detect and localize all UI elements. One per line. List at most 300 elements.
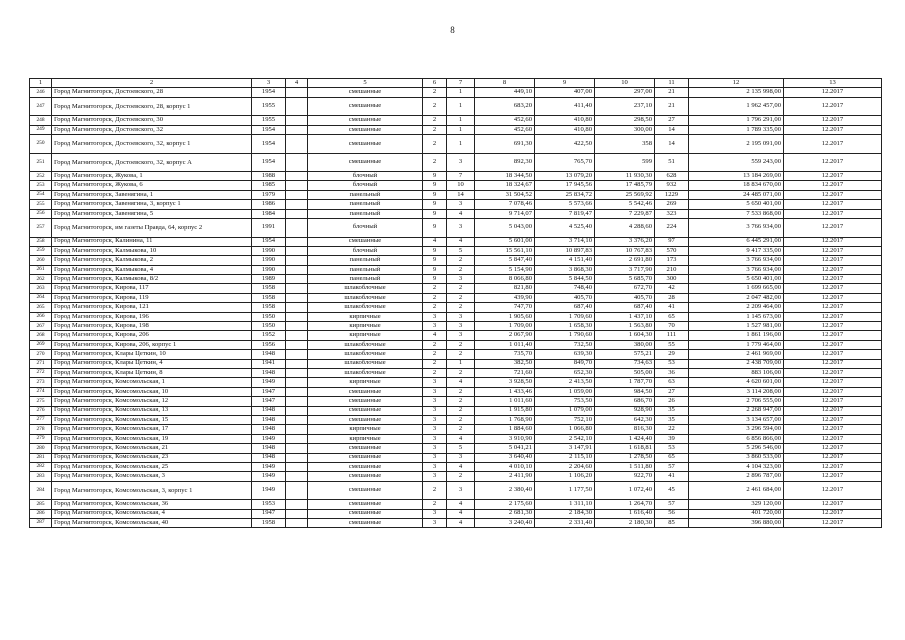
table-cell bbox=[286, 200, 308, 209]
table-cell bbox=[286, 387, 308, 396]
table-cell: 285 bbox=[30, 500, 52, 509]
table-cell: смешанные bbox=[308, 462, 423, 471]
table-cell: 267 bbox=[30, 322, 52, 331]
table-cell: 1984 bbox=[252, 209, 286, 218]
table-cell: 224 bbox=[655, 219, 689, 238]
table-cell: 1953 bbox=[252, 500, 286, 509]
header-cell: 2 bbox=[52, 79, 252, 88]
table-row bbox=[30, 135, 882, 154]
table-cell: 5 542,46 bbox=[595, 200, 655, 209]
table-cell: 2 bbox=[423, 481, 447, 500]
table-cell: 57 bbox=[655, 500, 689, 509]
table-cell: кирпичные bbox=[308, 378, 423, 387]
table-cell: 63 bbox=[655, 378, 689, 387]
address-cell: Город Магнитогорск, Комсомольская, 25 bbox=[52, 462, 252, 471]
table-row bbox=[30, 518, 882, 527]
table-cell: 210 bbox=[655, 265, 689, 274]
table-cell: шлакоблочные bbox=[308, 350, 423, 359]
table-cell bbox=[286, 378, 308, 387]
table-cell: 286 bbox=[30, 509, 52, 518]
table-row bbox=[30, 387, 882, 396]
table-cell: 1 bbox=[447, 88, 475, 97]
table-cell: шлакоблочные bbox=[308, 359, 423, 368]
table-cell: 5 601,00 bbox=[475, 237, 535, 246]
table-row bbox=[30, 265, 882, 274]
table-cell: 2 135 998,00 bbox=[689, 88, 784, 97]
table-cell: 18 834 670,00 bbox=[689, 181, 784, 190]
table-cell: 281 bbox=[30, 453, 52, 462]
table-cell: 410,80 bbox=[535, 116, 595, 125]
table-cell: 1949 bbox=[252, 378, 286, 387]
table-cell: 3 868,30 bbox=[535, 265, 595, 274]
table-cell: 273 bbox=[30, 378, 52, 387]
table-cell: кирпичные bbox=[308, 425, 423, 434]
address-cell: Город Магнитогорск, Калмыкова, 4 bbox=[52, 265, 252, 274]
table-cell: 753,50 bbox=[535, 397, 595, 406]
table-cell bbox=[286, 97, 308, 116]
table-cell: 1947 bbox=[252, 509, 286, 518]
table-cell: 3 bbox=[447, 453, 475, 462]
address-cell: Город Магнитогорск, Калмыкова, 2 bbox=[52, 256, 252, 265]
table-cell: 4 bbox=[447, 518, 475, 527]
table-cell: 449,10 bbox=[475, 88, 535, 97]
table-cell: 14 bbox=[447, 190, 475, 199]
table-row bbox=[30, 462, 882, 471]
table-cell: блочный bbox=[308, 172, 423, 181]
table-cell: 31 504,52 bbox=[475, 190, 535, 199]
table-cell bbox=[286, 284, 308, 293]
table-cell: 1985 bbox=[252, 181, 286, 190]
table-row bbox=[30, 190, 882, 199]
table-cell: 1 011,40 bbox=[475, 340, 535, 349]
address-cell: Город Магнитогорск, Достоевского, 30 bbox=[52, 116, 252, 125]
table-cell: 1948 bbox=[252, 444, 286, 453]
table-cell: 1954 bbox=[252, 125, 286, 134]
table-cell: 255 bbox=[30, 200, 52, 209]
table-cell: 4 bbox=[447, 462, 475, 471]
table-cell: 3 bbox=[423, 434, 447, 443]
table-cell: 2 691,80 bbox=[595, 256, 655, 265]
table-cell: 1950 bbox=[252, 322, 286, 331]
table-cell: 3 928,50 bbox=[475, 378, 535, 387]
table-cell bbox=[286, 509, 308, 518]
table-cell: 892,30 bbox=[475, 153, 535, 172]
table-cell: 2 542,10 bbox=[535, 434, 595, 443]
table-cell: шлакоблочные bbox=[308, 303, 423, 312]
table-cell bbox=[286, 237, 308, 246]
table-cell: 282 bbox=[30, 462, 52, 471]
table-cell: 1947 bbox=[252, 387, 286, 396]
table-cell: панельный bbox=[308, 200, 423, 209]
table-cell: 15 561,10 bbox=[475, 246, 535, 255]
address-cell: Город Магнитогорск, Комсомольская, 23 bbox=[52, 453, 252, 462]
header-cell: 10 bbox=[595, 79, 655, 88]
table-cell: 12.2017 bbox=[784, 275, 882, 284]
table-row bbox=[30, 237, 882, 246]
table-cell: 250 bbox=[30, 135, 52, 154]
table-cell: 1 699 665,00 bbox=[689, 284, 784, 293]
table-cell: 12.2017 bbox=[784, 200, 882, 209]
table-cell bbox=[286, 462, 308, 471]
table-cell: 12.2017 bbox=[784, 172, 882, 181]
table-cell: 18 344,50 bbox=[475, 172, 535, 181]
table-cell: 5 685,70 bbox=[595, 275, 655, 284]
table-cell: 4 151,40 bbox=[535, 256, 595, 265]
table-cell: 1979 bbox=[252, 190, 286, 199]
table-cell: 2 380,40 bbox=[475, 481, 535, 500]
table-cell: 12.2017 bbox=[784, 190, 882, 199]
table-cell: смешанные bbox=[308, 444, 423, 453]
table-cell: 2 896 787,00 bbox=[689, 472, 784, 481]
table-cell: 3 766 934,00 bbox=[689, 265, 784, 274]
table-cell: 3 bbox=[423, 322, 447, 331]
table-cell: 270 bbox=[30, 350, 52, 359]
table-cell: 4 288,60 bbox=[595, 219, 655, 238]
table-cell: смешанные bbox=[308, 153, 423, 172]
table-cell: 652,30 bbox=[535, 368, 595, 377]
header-cell: 9 bbox=[535, 79, 595, 88]
table-cell: 300,00 bbox=[595, 125, 655, 134]
table-row bbox=[30, 368, 882, 377]
table-cell: 12.2017 bbox=[784, 387, 882, 396]
table-cell bbox=[286, 190, 308, 199]
table-cell: 3 240,40 bbox=[475, 518, 535, 527]
table-cell: 280 bbox=[30, 444, 52, 453]
table-cell: 26 bbox=[655, 397, 689, 406]
table-cell: 287 bbox=[30, 518, 52, 527]
table-row bbox=[30, 219, 882, 238]
table-cell: 266 bbox=[30, 312, 52, 321]
table-cell: 1986 bbox=[252, 200, 286, 209]
table-cell: 1 658,30 bbox=[535, 322, 595, 331]
table-cell: 396 880,00 bbox=[689, 518, 784, 527]
table-cell: 3 bbox=[447, 153, 475, 172]
table-cell: 53 bbox=[655, 359, 689, 368]
table-cell: 2 bbox=[447, 397, 475, 406]
header-cell: 7 bbox=[447, 79, 475, 88]
table-cell: 36 bbox=[655, 368, 689, 377]
table-cell: 3 bbox=[423, 518, 447, 527]
table-cell: 12.2017 bbox=[784, 425, 882, 434]
table-cell: 3 714,10 bbox=[535, 237, 595, 246]
table-cell: 9 bbox=[423, 200, 447, 209]
table-cell: 984,50 bbox=[595, 387, 655, 396]
table-cell: 505,00 bbox=[595, 368, 655, 377]
table-cell: 686,70 bbox=[595, 397, 655, 406]
table-cell: 1 433,46 bbox=[475, 387, 535, 396]
table-cell: 2 180,30 bbox=[595, 518, 655, 527]
table-cell: 12.2017 bbox=[784, 434, 882, 443]
table-row bbox=[30, 116, 882, 125]
table-cell: 6 445 291,00 bbox=[689, 237, 784, 246]
table-cell: 261 bbox=[30, 265, 52, 274]
table-cell: 380,00 bbox=[595, 340, 655, 349]
table-cell: 2 bbox=[447, 303, 475, 312]
table-cell: 254 bbox=[30, 190, 52, 199]
table-cell: 570 bbox=[655, 246, 689, 255]
table-cell: 2 bbox=[423, 125, 447, 134]
header-cell: 8 bbox=[475, 79, 535, 88]
table-cell: 28 bbox=[655, 293, 689, 302]
table-row bbox=[30, 200, 882, 209]
table-cell: 1941 bbox=[252, 359, 286, 368]
table-cell: 12.2017 bbox=[784, 509, 882, 518]
table-cell: 358 bbox=[595, 135, 655, 154]
table-cell: 1 066,80 bbox=[535, 425, 595, 434]
table-cell: 265 bbox=[30, 303, 52, 312]
table-cell: 10 bbox=[447, 181, 475, 190]
table-cell: 1948 bbox=[252, 453, 286, 462]
table-cell: 14 bbox=[655, 135, 689, 154]
table-cell: 249 bbox=[30, 125, 52, 134]
table-cell: 9 bbox=[423, 181, 447, 190]
table-cell: 3 bbox=[423, 378, 447, 387]
table-row bbox=[30, 453, 882, 462]
table-cell: 41 bbox=[655, 472, 689, 481]
table-cell: 1 424,40 bbox=[595, 434, 655, 443]
table-cell: 3 bbox=[447, 200, 475, 209]
address-cell: Город Магнитогорск, Комсомольская, 15 bbox=[52, 415, 252, 424]
table-cell: 27 bbox=[655, 116, 689, 125]
table-cell bbox=[286, 453, 308, 462]
table-row bbox=[30, 246, 882, 255]
table-cell: 628 bbox=[655, 172, 689, 181]
table-cell: 672,70 bbox=[595, 284, 655, 293]
table-cell: 5 573,66 bbox=[535, 200, 595, 209]
table-cell: 9 bbox=[423, 246, 447, 255]
table-cell: смешанные bbox=[308, 453, 423, 462]
table-cell: 9 bbox=[423, 209, 447, 218]
table-cell: 3 147,91 bbox=[535, 444, 595, 453]
table-cell: 9 bbox=[423, 265, 447, 274]
address-cell: Город Магнитогорск, Кирова, 206, корпус 1 bbox=[52, 340, 252, 349]
table-cell: 276 bbox=[30, 406, 52, 415]
table-cell: смешанные bbox=[308, 97, 423, 116]
table-cell: 1948 bbox=[252, 415, 286, 424]
address-cell: Город Магнитогорск, Комсомольская, 13 bbox=[52, 406, 252, 415]
table-cell: 1 bbox=[447, 359, 475, 368]
table-cell: блочный bbox=[308, 181, 423, 190]
table-cell: 559 243,00 bbox=[689, 153, 784, 172]
table-cell: 5 bbox=[447, 246, 475, 255]
table-cell: 251 bbox=[30, 153, 52, 172]
table-cell bbox=[286, 444, 308, 453]
table-cell: 57 bbox=[655, 462, 689, 471]
table-cell: 27 bbox=[655, 387, 689, 396]
table-cell: 284 bbox=[30, 481, 52, 500]
address-cell: Город Магнитогорск, Завенягина, 5 bbox=[52, 209, 252, 218]
table-row bbox=[30, 340, 882, 349]
address-cell: Город Магнитогорск, Кирова, 121 bbox=[52, 303, 252, 312]
table-cell: смешанные bbox=[308, 387, 423, 396]
table-cell: 5 844,50 bbox=[535, 275, 595, 284]
table-cell: 439,90 bbox=[475, 293, 535, 302]
table-cell: 12.2017 bbox=[784, 209, 882, 218]
table-cell: 12.2017 bbox=[784, 444, 882, 453]
table-cell bbox=[286, 472, 308, 481]
address-cell: Город Магнитогорск, Достоевского, 28 bbox=[52, 88, 252, 97]
table-cell bbox=[286, 153, 308, 172]
table-cell bbox=[286, 350, 308, 359]
table-cell: 5 650 401,00 bbox=[689, 275, 784, 284]
table-cell: 2 bbox=[423, 368, 447, 377]
address-cell: Город Магнитогорск, Комсомольская, 19 bbox=[52, 434, 252, 443]
table-cell: 7 819,47 bbox=[535, 209, 595, 218]
table-cell: 2 184,30 bbox=[535, 509, 595, 518]
table-cell: 35 bbox=[655, 415, 689, 424]
table-cell bbox=[286, 219, 308, 238]
table-cell: 256 bbox=[30, 209, 52, 218]
table-cell: панельный bbox=[308, 209, 423, 218]
table-cell: смешанные bbox=[308, 135, 423, 154]
table-cell: 329 120,00 bbox=[689, 500, 784, 509]
table-cell: 17 945,56 bbox=[535, 181, 595, 190]
table-cell: 599 bbox=[595, 153, 655, 172]
table-cell: 12.2017 bbox=[784, 368, 882, 377]
table-cell: шлакоблочные bbox=[308, 368, 423, 377]
table-cell: 25 834,72 bbox=[535, 190, 595, 199]
table-cell: 4 bbox=[447, 500, 475, 509]
table-cell: кирпичные bbox=[308, 312, 423, 321]
table-cell: 173 bbox=[655, 256, 689, 265]
table-cell: 260 bbox=[30, 256, 52, 265]
table-row bbox=[30, 88, 882, 97]
table-cell: 2 bbox=[423, 293, 447, 302]
table-cell: 9 417 335,00 bbox=[689, 246, 784, 255]
table-cell: 2 bbox=[423, 340, 447, 349]
table-cell: 2 bbox=[447, 415, 475, 424]
table-cell: 12.2017 bbox=[784, 237, 882, 246]
table-cell: 12.2017 bbox=[784, 256, 882, 265]
table-cell: 2 706 555,00 bbox=[689, 397, 784, 406]
table-cell: 2 bbox=[423, 135, 447, 154]
table-cell: 12.2017 bbox=[784, 153, 882, 172]
table-cell: 248 bbox=[30, 116, 52, 125]
table-cell: 12.2017 bbox=[784, 116, 882, 125]
address-cell: Город Магнитогорск, Жукова, 1 bbox=[52, 172, 252, 181]
table-cell: 298,50 bbox=[595, 116, 655, 125]
table-cell: 1 787,70 bbox=[595, 378, 655, 387]
table-cell bbox=[286, 322, 308, 331]
table-cell: смешанные bbox=[308, 509, 423, 518]
address-cell: Город Магнитогорск, Комсомольская, 40 bbox=[52, 518, 252, 527]
table-cell: 1949 bbox=[252, 462, 286, 471]
table-cell: 1954 bbox=[252, 135, 286, 154]
table-cell: смешанные bbox=[308, 116, 423, 125]
table-cell: 3 bbox=[423, 312, 447, 321]
table-cell: 9 714,07 bbox=[475, 209, 535, 218]
table-cell: 4 620 601,00 bbox=[689, 378, 784, 387]
address-cell: Город Магнитогорск, Клары Цеткин, 4 bbox=[52, 359, 252, 368]
table-row bbox=[30, 322, 882, 331]
page-number: 8 bbox=[450, 25, 455, 35]
table-cell: 1 bbox=[447, 97, 475, 116]
table-cell: 3 376,20 bbox=[595, 237, 655, 246]
table-cell bbox=[286, 425, 308, 434]
table-cell: 3 bbox=[423, 444, 447, 453]
table-cell: 3 114 208,00 bbox=[689, 387, 784, 396]
table-cell: 1 563,80 bbox=[595, 322, 655, 331]
table-cell: 5 041,21 bbox=[475, 444, 535, 453]
table-cell bbox=[286, 88, 308, 97]
table-cell: 65 bbox=[655, 453, 689, 462]
table-cell: 1954 bbox=[252, 153, 286, 172]
table-cell: 257 bbox=[30, 219, 52, 238]
table-cell: 1 059,00 bbox=[535, 387, 595, 396]
table-cell: 29 bbox=[655, 350, 689, 359]
table-cell bbox=[286, 116, 308, 125]
header-cell: 1 bbox=[30, 79, 52, 88]
table-row bbox=[30, 153, 882, 172]
table-cell: 12.2017 bbox=[784, 359, 882, 368]
table-cell: 1954 bbox=[252, 237, 286, 246]
address-cell: Город Магнитогорск, Завенягина, 3, корпус 1 bbox=[52, 200, 252, 209]
table-cell: 12.2017 bbox=[784, 518, 882, 527]
header-row bbox=[30, 79, 882, 88]
table-row bbox=[30, 275, 882, 284]
table-cell: 51 bbox=[655, 153, 689, 172]
table-cell: 5 bbox=[447, 444, 475, 453]
table-cell: 12.2017 bbox=[784, 340, 882, 349]
address-cell: Город Магнитогорск, Достоевского, 32, корпус А bbox=[52, 153, 252, 172]
table-cell: 35 bbox=[655, 406, 689, 415]
table-cell: 2 047 482,00 bbox=[689, 293, 784, 302]
table-cell: 732,50 bbox=[535, 340, 595, 349]
table-cell: 3 bbox=[423, 387, 447, 396]
table-row bbox=[30, 397, 882, 406]
table-cell: 1954 bbox=[252, 88, 286, 97]
table-cell: 9 bbox=[423, 190, 447, 199]
table-cell: 56 bbox=[655, 509, 689, 518]
table-cell: 7 bbox=[447, 172, 475, 181]
table-cell: 111 bbox=[655, 331, 689, 340]
table-cell: 264 bbox=[30, 293, 52, 302]
table-cell: 1958 bbox=[252, 303, 286, 312]
table-cell: смешанные bbox=[308, 518, 423, 527]
table-cell: 735,70 bbox=[475, 350, 535, 359]
table-cell: 1956 bbox=[252, 340, 286, 349]
table-cell: 12.2017 bbox=[784, 397, 882, 406]
table-cell: 12.2017 bbox=[784, 415, 882, 424]
table-cell: 1 709,00 bbox=[475, 322, 535, 331]
table-cell: 2 bbox=[423, 153, 447, 172]
table-cell: 2 bbox=[447, 340, 475, 349]
table-cell: 323 bbox=[655, 209, 689, 218]
table-cell: 410,80 bbox=[535, 125, 595, 134]
table-cell: 2 bbox=[447, 387, 475, 396]
address-cell: Город Магнитогорск, Клары Цеткин, 8 bbox=[52, 368, 252, 377]
table-cell: 5 847,40 bbox=[475, 256, 535, 265]
address-cell: Город Магнитогорск, Кирова, 119 bbox=[52, 293, 252, 302]
table-cell: кирпичные bbox=[308, 434, 423, 443]
table-row bbox=[30, 97, 882, 116]
table-cell bbox=[286, 500, 308, 509]
table-cell: 3 bbox=[447, 312, 475, 321]
table-cell: 3 bbox=[447, 331, 475, 340]
table-cell: 1948 bbox=[252, 425, 286, 434]
table-cell: 639,30 bbox=[535, 350, 595, 359]
table-cell: 14 bbox=[655, 125, 689, 134]
address-cell: Город Магнитогорск, Кирова, 198 bbox=[52, 322, 252, 331]
table-cell bbox=[286, 135, 308, 154]
table-cell: 1988 bbox=[252, 172, 286, 181]
table-cell: 1948 bbox=[252, 350, 286, 359]
table-row bbox=[30, 284, 882, 293]
table-cell: 4 bbox=[447, 237, 475, 246]
table-cell: 3 bbox=[423, 462, 447, 471]
table-cell: 1 177,50 bbox=[535, 481, 595, 500]
table-cell: 1955 bbox=[252, 116, 286, 125]
